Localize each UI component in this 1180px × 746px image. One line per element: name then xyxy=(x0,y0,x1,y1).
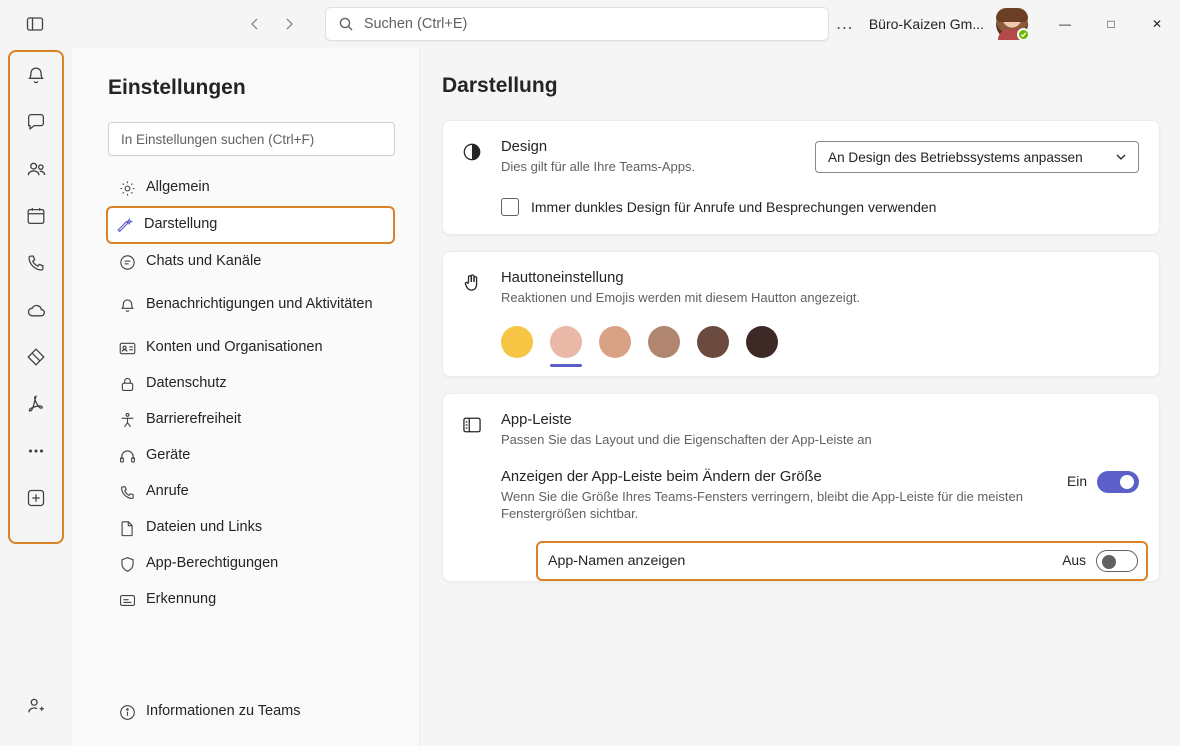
sidebar-item-barrierefreiheit[interactable] xyxy=(108,402,395,438)
wand-icon xyxy=(116,216,144,235)
setting2-toggle-knob xyxy=(1102,555,1116,569)
sidebar-item-konten-und-organisationen[interactable] xyxy=(108,330,395,366)
lock-icon xyxy=(118,375,146,394)
theme-dropdown[interactable] xyxy=(815,141,1139,173)
card-app-bar xyxy=(442,393,1160,582)
navigation-arrows xyxy=(239,8,305,40)
card-skin-tone-inner xyxy=(443,252,1159,377)
sidebar-item-datenschutz[interactable] xyxy=(108,366,395,402)
sidebar-item-geraete[interactable] xyxy=(108,438,395,474)
sidebar-item-benachrichtigungen[interactable] xyxy=(108,280,395,330)
rail-item-adobe-acrobat[interactable] xyxy=(14,384,58,424)
settings-nav-list xyxy=(72,170,419,618)
design-text xyxy=(501,139,815,176)
minimize-button[interactable]: — xyxy=(1059,17,1071,31)
panel-toggle-container xyxy=(0,8,71,40)
bell-icon xyxy=(25,64,47,86)
back-button[interactable] xyxy=(239,8,271,40)
chat-icon xyxy=(25,111,47,133)
search-placeholder-text: Suchen (Ctrl+E) xyxy=(363,16,468,32)
setting-show-app-names[interactable] xyxy=(536,541,1148,581)
accessibility-icon xyxy=(118,411,146,430)
file-icon xyxy=(118,519,146,538)
panel-toggle-icon[interactable] xyxy=(19,8,51,40)
title-bar-right xyxy=(829,0,1180,48)
sidebar-item-label: Anrufe xyxy=(146,483,189,500)
calendar-icon xyxy=(25,205,47,227)
ellipsis-icon xyxy=(25,440,47,462)
skin-swatch-2[interactable] xyxy=(599,326,631,358)
sidebar-item-dateien-und-links[interactable] xyxy=(108,510,395,546)
sidebar-item-anrufe[interactable] xyxy=(108,474,395,510)
dark-theme-checkbox-label: Immer dunkles Design für Anrufe und Besprechungen verwenden xyxy=(531,198,937,215)
sidebar-item-label: Chats und Kanäle xyxy=(146,253,262,270)
rail-item-approvals[interactable] xyxy=(14,337,58,377)
sidebar-item-label: Datenschutz xyxy=(146,375,227,392)
plus-box-icon xyxy=(25,487,47,509)
info-icon xyxy=(118,703,146,722)
rail-item-onedrive[interactable] xyxy=(14,290,58,330)
design-subtext: Dies gilt für alle Ihre Teams-Apps. xyxy=(501,159,696,174)
sidebar-item-app-berechtigungen[interactable] xyxy=(108,546,395,582)
skin-swatch-0[interactable] xyxy=(501,326,533,358)
search-input[interactable] xyxy=(325,7,829,41)
appbar-subtext: Passen Sie das Layout und die Eigenschaften der App-Leiste an xyxy=(501,432,872,448)
search-icon xyxy=(338,16,354,32)
sidebar-item-informationen-zu-teams[interactable] xyxy=(108,694,395,730)
sidebar-item-label: Informationen zu Teams xyxy=(146,703,301,720)
captions-icon xyxy=(118,591,146,610)
rail-item-activity[interactable] xyxy=(14,55,58,95)
app-rail xyxy=(0,48,72,746)
cloud-icon xyxy=(25,299,48,322)
sidebar-item-label: Benachrichtigungen und Aktivitäten xyxy=(146,296,373,313)
setting1-subtext: Wenn Sie die Größe Ihres Teams-Fensters verringern, bleibt die App-Leiste für die meisten Fenstergrößen sichtbar. xyxy=(501,488,1023,522)
card-app-bar-body xyxy=(501,412,1139,569)
close-button[interactable]: ✕ xyxy=(1151,17,1163,31)
settings-content xyxy=(420,48,1180,746)
design-heading: Design xyxy=(501,139,548,155)
phone-icon xyxy=(25,252,47,274)
sidebar-item-label: Erkennung xyxy=(146,591,217,608)
sidebar-item-erkennung[interactable] xyxy=(108,582,395,618)
setting1-heading: Anzeigen der App-Leiste beim Ändern der Größe xyxy=(501,468,822,485)
setting2-toggle[interactable] xyxy=(1096,550,1138,572)
people-icon xyxy=(25,158,48,181)
status-badge xyxy=(1017,28,1030,41)
card-skin-tone-body xyxy=(501,270,1139,359)
headset-icon xyxy=(118,447,146,466)
chat-icon xyxy=(118,253,146,272)
setting2-label: App-Namen anzeigen xyxy=(548,552,686,569)
sidebar-item-label: Barrierefreiheit xyxy=(146,411,242,428)
rail-item-add-contact[interactable] xyxy=(14,686,58,726)
skin-subtext: Reaktionen und Emojis werden mit diesem Hautton angezeigt. xyxy=(501,289,861,305)
skin-swatch-3[interactable] xyxy=(648,326,680,358)
card-design xyxy=(442,120,1160,235)
setting2-toggle-wrap xyxy=(1062,550,1138,572)
setting-show-app-bar-on-resize xyxy=(501,469,1139,523)
hand-icon xyxy=(461,270,501,359)
sidebar-item-label: Geräte xyxy=(146,447,191,464)
gear-icon xyxy=(118,179,146,198)
shield-icon xyxy=(118,555,146,574)
setting1-toggle[interactable] xyxy=(1097,471,1139,493)
contrast-icon xyxy=(461,139,501,216)
more-options-icon[interactable]: ... xyxy=(836,14,854,33)
card-design-body xyxy=(501,139,1139,216)
diamond-icon xyxy=(25,346,47,368)
settings-footer xyxy=(72,694,419,730)
title-bar xyxy=(0,0,1180,48)
app-bar-icon xyxy=(461,412,501,563)
dark-theme-checkbox[interactable] xyxy=(501,198,519,216)
skin-tone-swatches xyxy=(501,326,1139,358)
sidebar-item-label: App-Berechtigungen xyxy=(146,555,279,572)
setting2-toggle-label: Aus xyxy=(1062,553,1086,569)
bell-icon xyxy=(118,296,146,315)
skin-swatch-5[interactable] xyxy=(746,326,778,358)
window-controls xyxy=(1042,0,1180,48)
id-card-icon xyxy=(118,339,146,358)
setting1-toggle-wrap xyxy=(1067,469,1139,493)
settings-title: Einstellungen xyxy=(108,76,246,99)
sidebar-item-label: Dateien und Links xyxy=(146,519,263,536)
rail-item-chat[interactable] xyxy=(14,102,58,142)
rail-item-calls[interactable] xyxy=(14,243,58,283)
dark-theme-checkbox-row[interactable] xyxy=(501,198,1139,216)
card-app-bar-inner xyxy=(443,394,1159,581)
sidebar-item-label: Konten und Organisationen xyxy=(146,339,323,356)
rail-item-teams[interactable] xyxy=(14,149,58,189)
sidebar-item-allgemein[interactable] xyxy=(108,170,395,206)
maximize-button[interactable]: □ xyxy=(1107,17,1115,31)
setting1-text xyxy=(501,469,1067,523)
phone-icon xyxy=(118,483,146,502)
settings-search-placeholder: In Einstellungen suchen (Ctrl+F) xyxy=(121,131,315,147)
avatar-hair xyxy=(996,8,1028,22)
skin-swatch-1[interactable] xyxy=(550,326,582,358)
rail-item-more-apps[interactable] xyxy=(14,431,58,471)
theme-dropdown-value: An Design des Betriebssystems anpassen xyxy=(828,149,1083,165)
sidebar-item-chats-und-kanaele[interactable] xyxy=(108,244,395,280)
sidebar-item-darstellung[interactable] xyxy=(106,206,395,244)
sidebar-item-label: Allgemein xyxy=(146,179,210,196)
sidebar-item-label: Darstellung xyxy=(144,216,218,233)
skin-heading: Hauttoneinstellung xyxy=(501,269,624,286)
settings-sidebar xyxy=(72,48,420,746)
page-title: Darstellung xyxy=(442,74,558,97)
organization-name[interactable]: Büro-Kaizen Gm... xyxy=(868,16,984,32)
setting1-toggle-label: Ein xyxy=(1067,474,1087,490)
skin-swatch-4[interactable] xyxy=(697,326,729,358)
settings-search-input[interactable] xyxy=(108,122,395,156)
appbar-heading: App-Leiste xyxy=(501,412,572,429)
rail-item-add-app[interactable] xyxy=(14,478,58,518)
card-skin-tone xyxy=(442,251,1160,378)
person-add-icon xyxy=(25,695,47,717)
acrobat-icon xyxy=(25,393,47,415)
setting1-toggle-knob xyxy=(1120,475,1134,489)
design-row xyxy=(501,139,1139,176)
chevron-down-icon xyxy=(1114,150,1128,164)
rail-item-calendar[interactable] xyxy=(14,196,58,236)
avatar[interactable] xyxy=(996,8,1028,40)
card-design-inner xyxy=(443,121,1159,234)
forward-button[interactable] xyxy=(273,8,305,40)
